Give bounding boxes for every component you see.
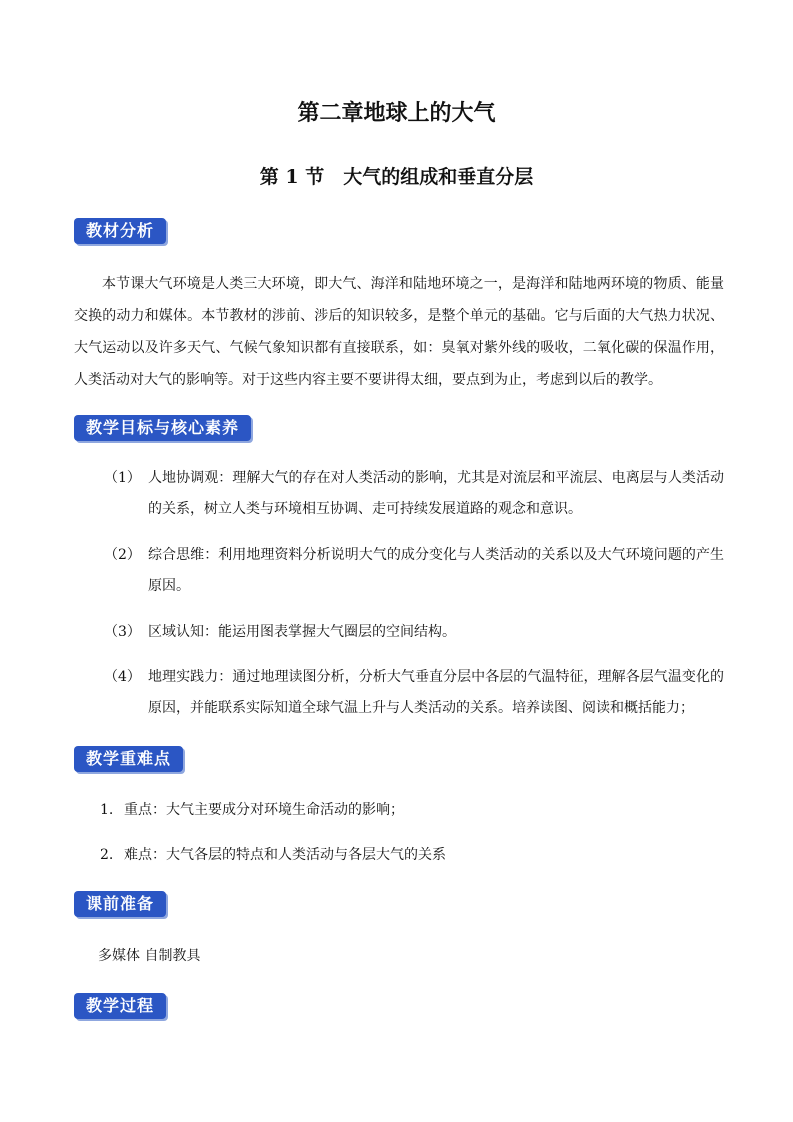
- key-point-number: 1.: [100, 802, 114, 818]
- preparation-text: 多媒体 自制教具: [98, 948, 201, 964]
- objective-number: （1）: [104, 470, 141, 486]
- heading-objectives: 教学目标与核心素养: [74, 415, 251, 441]
- section-title: 第 1 节 大气的组成和垂直分层: [259, 166, 534, 188]
- objective-number: （4）: [104, 669, 141, 685]
- key-point-text: 难点：大气各层的特点和人类活动与各层大气的关系: [124, 847, 446, 863]
- heading-key-points: 教学重难点: [74, 746, 183, 772]
- chapter-title: 第二章地球上的大气: [297, 100, 496, 126]
- analysis-paragraph: 本节课大气环境是人类三大环境，即大气、海洋和陆地环境之一，是海洋和陆地两环境的物质、能量交换的动力和媒体。本节教材的涉前、涉后的知识较多，是整个单元的基础。它与后面的大气热力状况、大气运动以及许多天气、气候气象知识都有直接联系，如：臭氧对紫外线的吸收，二氧化碳的保温作用，人类活动对大气的影响等。对于这些内容主要不要讲得太细，要点到为止，考虑到以后的教学。: [74, 276, 724, 388]
- heading-textbook-analysis: 教材分析: [74, 218, 166, 244]
- key-point-item: [100, 798, 720, 822]
- objective-text: 地理实践力：通过地理读图分析，分析大气垂直分层中各层的气温特征，理解各层气温变化的原因，并能联系实际知道全球气温上升与人类活动的关系。培养读图、阅读和概括能力；: [148, 669, 724, 716]
- objective-item: [104, 617, 724, 648]
- key-point-item: [100, 843, 720, 867]
- heading-preparation: 课前准备: [74, 891, 166, 917]
- objective-item: [104, 463, 724, 525]
- objective-item: [104, 662, 724, 724]
- objective-text: 区域认知：能运用图表掌握大气圈层的空间结构。: [148, 624, 456, 640]
- objective-number: （3）: [104, 624, 141, 640]
- objective-text: 人地协调观：理解大气的存在对人类活动的影响，尤其是对流层和平流层、电离层与人类活动的关系，树立人类与环境相互协调、走可持续发展道路的观念和意识。: [148, 470, 724, 517]
- key-point-text: 重点：大气主要成分对环境生命活动的影响；: [124, 802, 404, 818]
- objective-text: 综合思维：利用地理资料分析说明大气的成分变化与人类活动的关系以及大气环境问题的产生原因。: [148, 547, 724, 594]
- objective-number: （2）: [104, 547, 141, 563]
- heading-teaching-process: 教学过程: [74, 993, 166, 1019]
- objective-item: [104, 540, 724, 602]
- key-point-number: 2.: [100, 847, 114, 863]
